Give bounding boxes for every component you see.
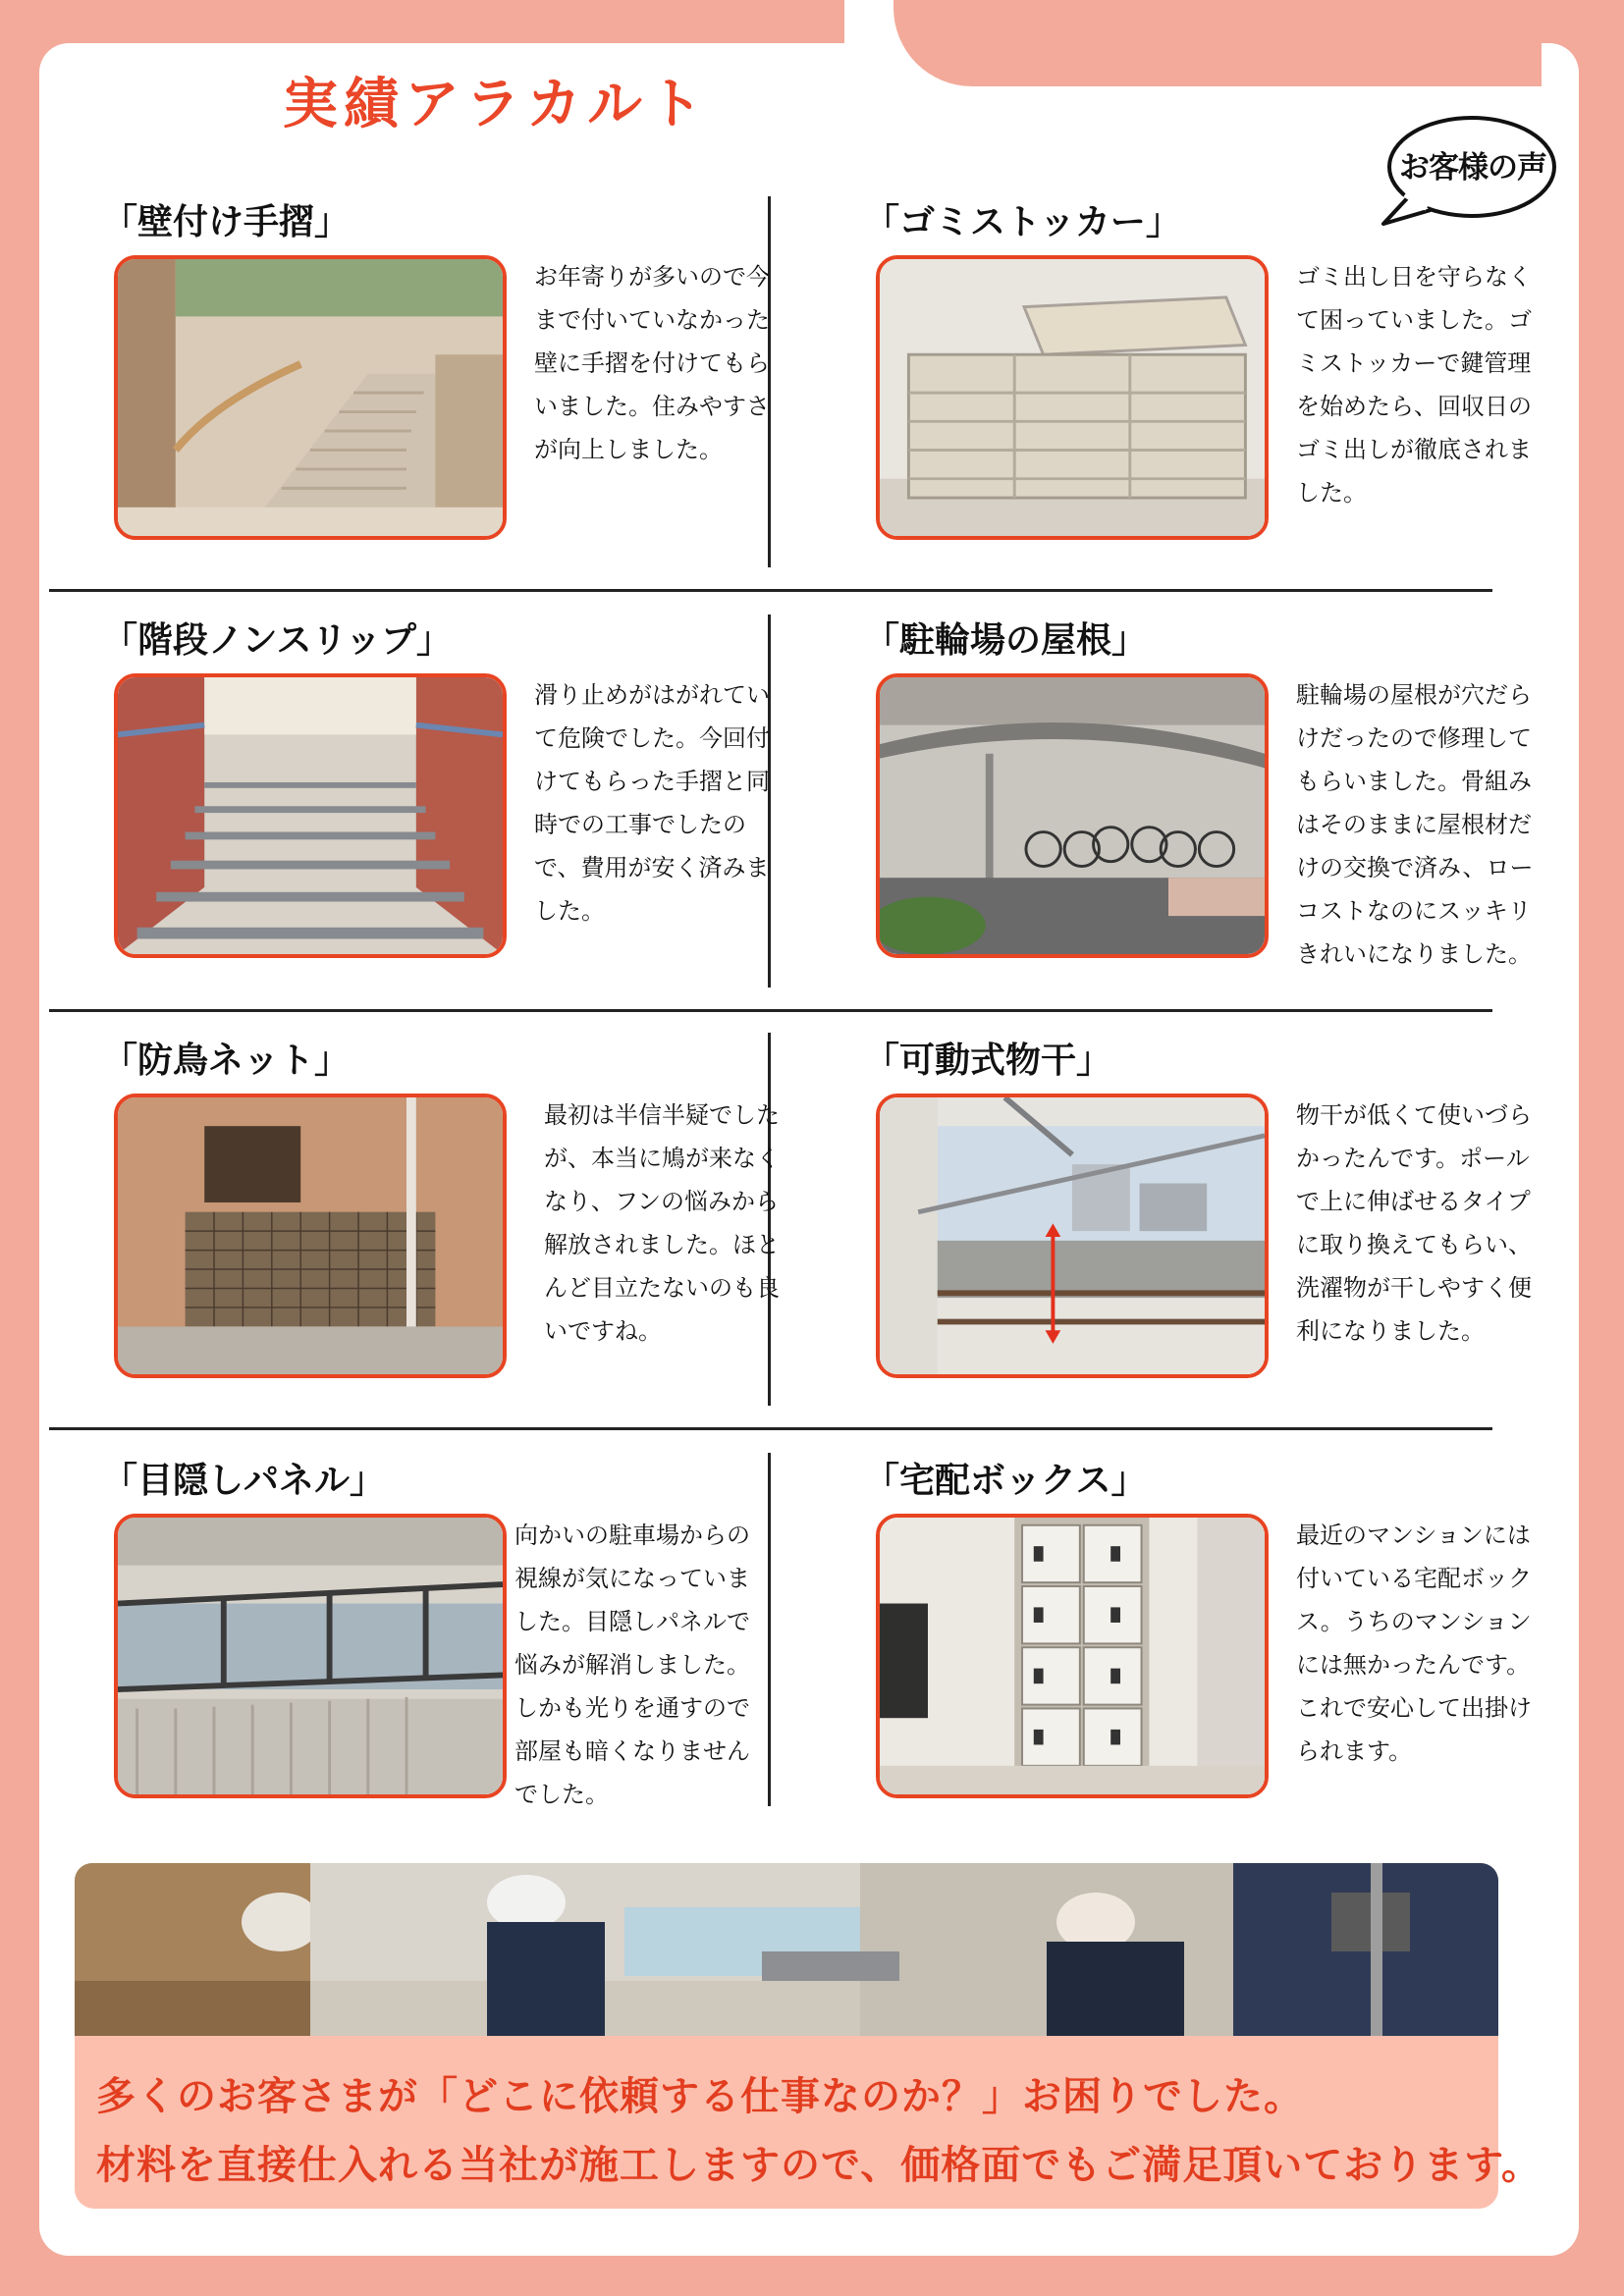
footer-message bbox=[75, 2036, 1542, 2209]
section-stair-nonslip bbox=[102, 613, 819, 986]
photo-stair-nonslip bbox=[114, 673, 507, 958]
header-notch bbox=[893, 0, 1542, 86]
section-description: 向かいの駐車場からの視線が気になっていました。目隠しパネルで悩みが解消しました。しかも光りを通すので部屋も暗くなりませんでした。 bbox=[514, 1522, 750, 1808]
section-bird-net bbox=[102, 1033, 819, 1406]
section-title: 「駐輪場の屋根」 bbox=[864, 620, 1148, 661]
section-description: 滑り止めがはがれていて危険でした。今回付けてもらった手摺と同時での工事でしたので、費用が安く済みました。 bbox=[534, 681, 770, 925]
section-description: 物干が低くて使いづらかったんです。ポールで上に伸ばせるタイプに取り換えてもらい、洗濯物が干しやすく便利になりました。 bbox=[1296, 1101, 1532, 1345]
page-title: 実績アラカルト bbox=[283, 72, 709, 136]
section-bicycle-roof bbox=[864, 613, 1581, 986]
photo-bicycle-roof bbox=[876, 673, 1269, 958]
photo-wall-handrail bbox=[114, 255, 507, 540]
section-movable-clothesline bbox=[864, 1033, 1581, 1406]
section-description: 駐輪場の屋根が穴だらけだったので修理してもらいました。骨組みはそのままに屋根材だけの交換で済み、ローコストなのにスッキリきれいになりました。 bbox=[1296, 681, 1534, 968]
section-description: 最初は半信半疑でしたが、本当に鳩が来なくなり、フンの悩みから解放されました。ほとんど目立たないのも良いですね。 bbox=[544, 1101, 780, 1345]
photo-bird-net bbox=[114, 1094, 507, 1378]
section-title: 「壁付け手摺」 bbox=[102, 202, 351, 242]
speech-bubble-text: お客様の声 bbox=[1399, 150, 1546, 186]
row-divider bbox=[49, 1427, 1492, 1430]
section-privacy-panel bbox=[102, 1453, 819, 1826]
section-title: 「宅配ボックス」 bbox=[864, 1461, 1147, 1501]
row-divider bbox=[49, 1009, 1492, 1012]
photo-delivery-box bbox=[876, 1514, 1269, 1798]
photo-garbage-stocker bbox=[876, 255, 1269, 540]
section-description: お年寄りが多いので今まで付いていなかった壁に手摺を付けてもらいました。住みやすさが向上しました。 bbox=[534, 263, 770, 463]
section-title: 「可動式物干」 bbox=[864, 1041, 1112, 1081]
photo-privacy-panel bbox=[114, 1514, 507, 1798]
construction-photo-banner bbox=[75, 1863, 1498, 2036]
section-title: 「ゴミストッカー」 bbox=[864, 202, 1181, 242]
row-divider bbox=[49, 589, 1492, 592]
section-wall-handrail bbox=[102, 194, 819, 567]
section-description: ゴミ出し日を守らなくて困っていました。ゴミストッカーで鍵管理を始めたら、回収日のゴミ出しが徹底されました。 bbox=[1296, 263, 1532, 507]
section-title: 「防鳥ネット」 bbox=[102, 1041, 351, 1081]
section-title: 「目隠しパネル」 bbox=[102, 1461, 386, 1501]
section-delivery-box bbox=[864, 1453, 1581, 1826]
section-garbage-stocker bbox=[864, 194, 1581, 567]
section-title: 「階段ノンスリップ」 bbox=[102, 620, 453, 661]
section-description: 最近のマンションには付いている宅配ボックス。うちのマンションには無かったんです。これで安心して出掛けられます。 bbox=[1296, 1522, 1532, 1765]
footer-line-1: 多くのお客さまが「どこに依頼する仕事なのか？」お困りでした。 bbox=[96, 2073, 1304, 2119]
footer-line-2: 材料を直接仕入れる当社が施工しますので、価格面でもご満足頂いております。 bbox=[96, 2142, 1542, 2188]
photo-movable-clothesline bbox=[876, 1094, 1269, 1378]
